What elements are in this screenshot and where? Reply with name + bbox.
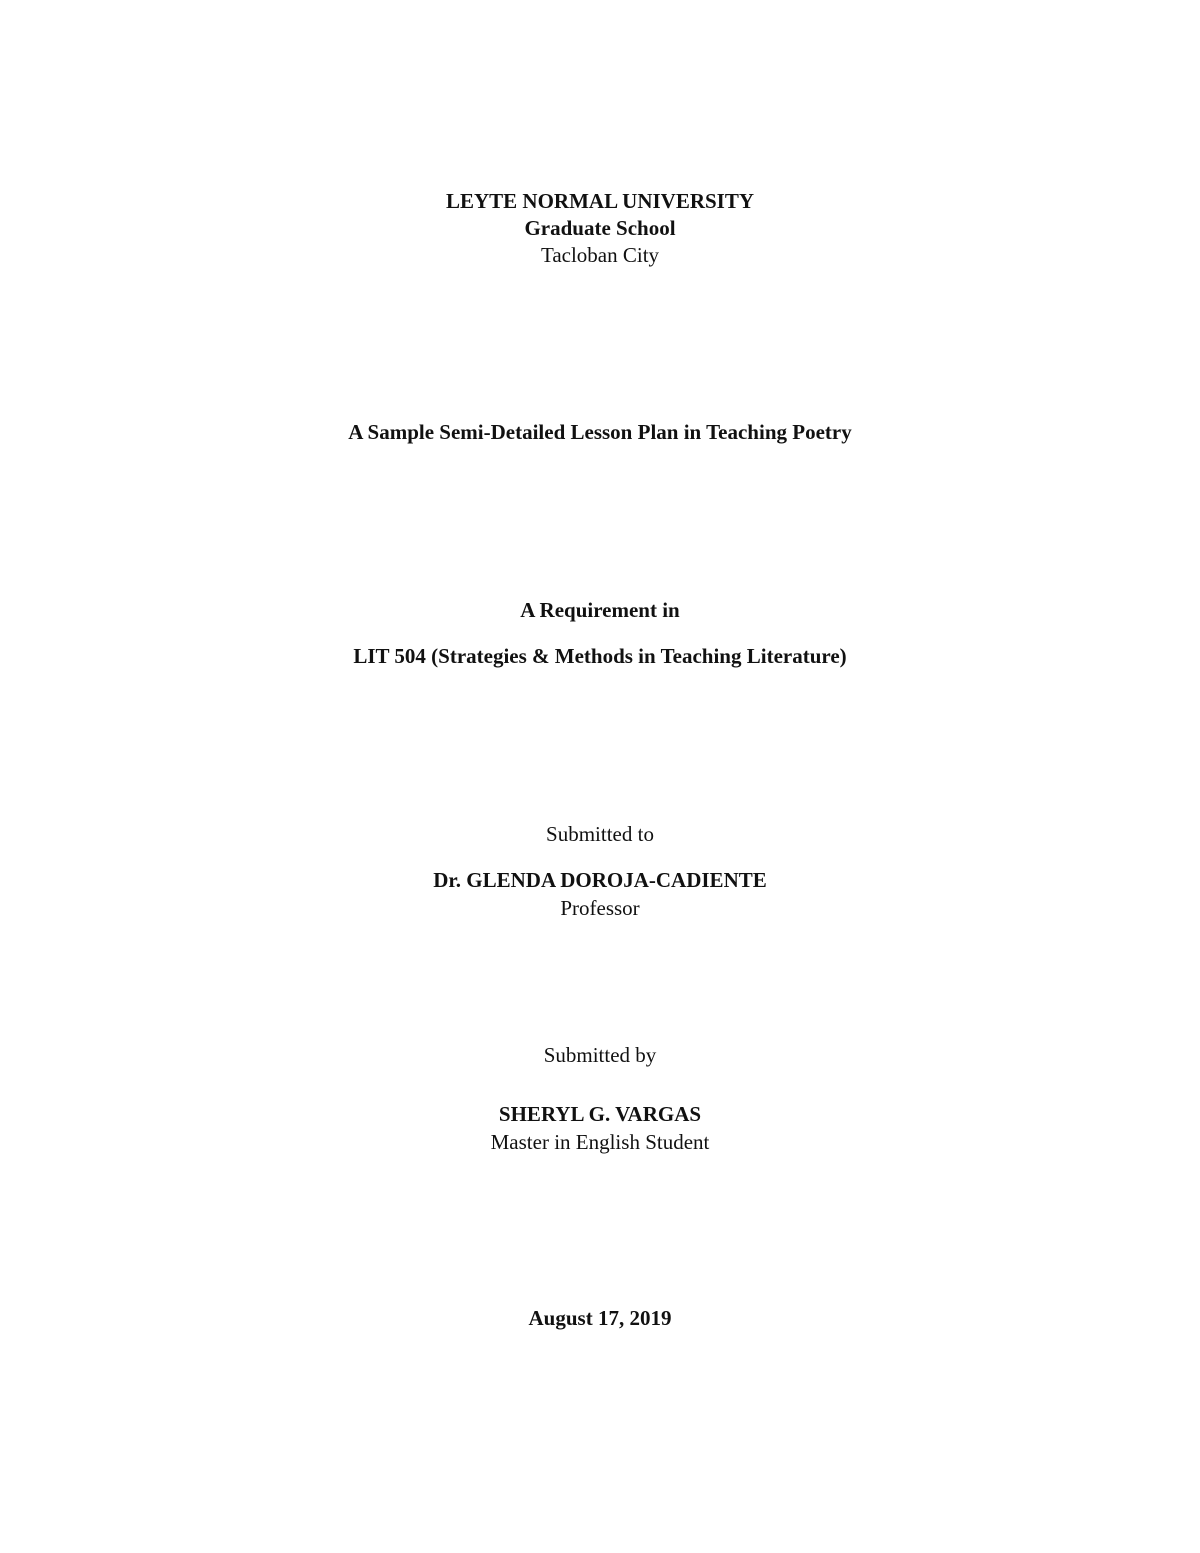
professor-name: Dr. GLENDA DOROJA-CADIENTE [433,868,767,892]
course-title: LIT 504 (Strategies & Methods in Teaching Literature) [353,644,847,668]
student-role: Master in English Student [490,1130,710,1154]
submitted-to-label: Submitted to [546,822,654,846]
submitted-by-label: Submitted by [543,1043,657,1067]
submission-date: August 17, 2019 [528,1306,672,1330]
document-title: A Sample Semi-Detailed Lesson Plan in Teaching Poetry [348,420,852,444]
professor-role: Professor [560,896,640,920]
university-name: LEYTE NORMAL UNIVERSITY [445,189,755,213]
city-name: Tacloban City [540,243,660,267]
requirement-intro: A Requirement in [520,598,680,622]
student-name: SHERYL G. VARGAS [498,1102,702,1126]
school-name: Graduate School [524,216,676,240]
